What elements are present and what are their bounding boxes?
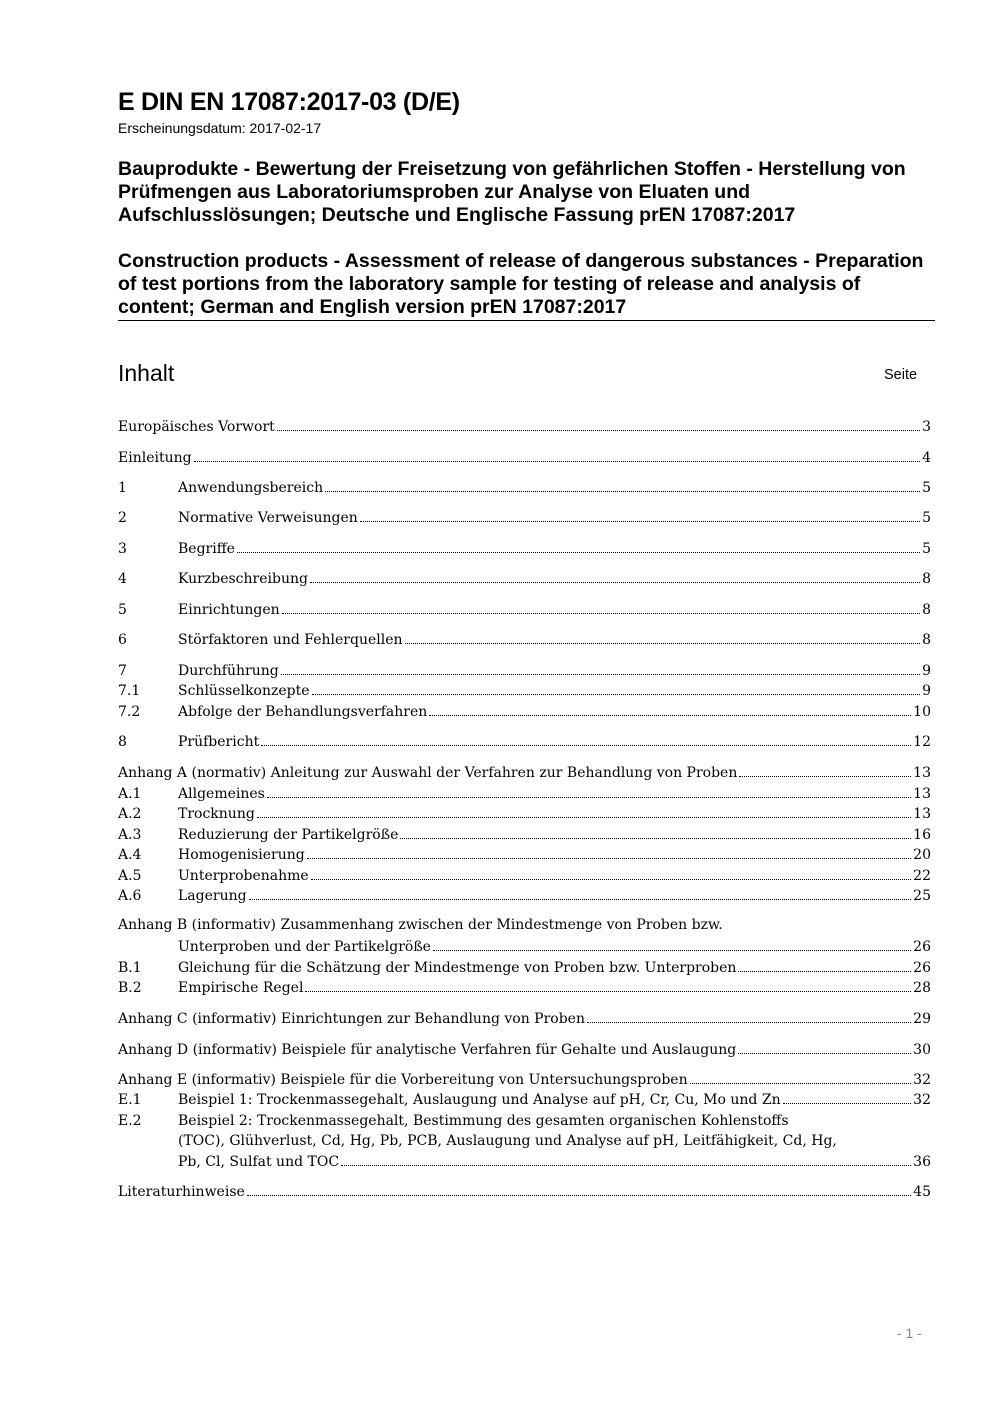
toc-entry-number: A.5 (118, 868, 142, 884)
toc-leader (194, 461, 921, 462)
document-id: E DIN EN 17087:2017-03 (D/E) (118, 88, 460, 116)
toc-leader (237, 552, 920, 553)
toc-leader (433, 950, 911, 951)
toc-page-label: Seite (884, 367, 918, 383)
toc-leader (257, 817, 911, 818)
toc-entry-page: 26 (913, 960, 931, 976)
toc-entry-number: 8 (118, 734, 127, 750)
toc-entry-page: 5 (922, 541, 931, 557)
toc-entry-number: 1 (118, 480, 127, 496)
toc-entry-page: 3 (922, 419, 931, 435)
toc-entry[interactable] (118, 1152, 931, 1170)
toc-entry-number: 3 (118, 541, 127, 557)
toc-entry[interactable] (118, 866, 931, 884)
toc-entry-number: A.3 (118, 827, 142, 843)
toc-entry[interactable] (118, 1040, 931, 1058)
toc-entry-page: 30 (913, 1042, 931, 1058)
toc-entry-page: 32 (913, 1072, 931, 1088)
toc-entry[interactable] (118, 681, 931, 699)
toc-leader (429, 715, 911, 716)
toc-leader (311, 879, 911, 880)
toc-entry-text: Kurzbeschreibung (178, 571, 308, 587)
toc-entry[interactable] (118, 845, 931, 863)
publication-date: Erscheinungsdatum: 2017-02-17 (118, 120, 322, 136)
toc-leader (739, 776, 911, 777)
toc-entry[interactable] (118, 804, 931, 822)
toc-entry-text: Normative Verweisungen (178, 510, 358, 526)
toc-entry-page: 12 (913, 734, 931, 750)
toc-entry-text: Schlüsselkonzepte (178, 683, 310, 699)
toc-leader (310, 582, 920, 583)
toc-entry-page: 32 (913, 1092, 931, 1108)
toc-entry-number: B.1 (118, 960, 142, 976)
toc-entry-text: Homogenisierung (178, 847, 305, 863)
toc-leader (247, 1195, 911, 1196)
toc-entry-page: 10 (913, 704, 931, 720)
toc-leader (587, 1022, 911, 1023)
toc-entry-number: 7.2 (118, 704, 141, 720)
toc-leader (690, 1083, 912, 1084)
toc-entry-text: Allgemeines (178, 786, 265, 802)
toc-entry-text: Gleichung für die Schätzung der Mindestmenge von Proben bzw. Unterproben (178, 960, 737, 976)
toc-entry-page: 36 (913, 1154, 931, 1170)
toc-entry[interactable] (118, 937, 931, 955)
toc-entry[interactable] (118, 978, 931, 996)
toc-entry-number: A.1 (118, 786, 142, 802)
toc-entry-text: Europäisches Vorwort (118, 419, 275, 435)
toc-entry-page: 26 (913, 939, 931, 955)
toc-leader (281, 674, 920, 675)
toc-entry-text: Abfolge der Behandlungsverfahren (178, 704, 428, 720)
toc-leader (360, 521, 920, 522)
toc-entry-text: Einleitung (118, 450, 192, 466)
toc-entry-page: 9 (922, 683, 931, 699)
toc-entry-text: Empirische Regel (178, 980, 304, 996)
toc-entry[interactable] (118, 539, 931, 557)
toc-entry[interactable] (118, 569, 931, 587)
toc-leader (277, 430, 920, 431)
toc-leader (249, 899, 912, 900)
toc-entry-page: 5 (922, 510, 931, 526)
toc-entry-page: 13 (913, 765, 931, 781)
toc-entry[interactable] (118, 508, 931, 526)
toc-leader (325, 491, 920, 492)
toc-entry-text: Anhang D (informativ) Beispiele für analytische Verfahren für Gehalte und Auslaugung (118, 1042, 737, 1058)
toc-entry-text: Trocknung (178, 806, 255, 822)
toc-leader (282, 613, 920, 614)
toc-leader (405, 643, 921, 644)
toc-entry[interactable] (118, 732, 931, 750)
toc-entry-page: 8 (922, 632, 931, 648)
toc-entry-page: 4 (922, 450, 931, 466)
title-english: Construction products - Assessment of release of dangerous substances - Preparation of test portions from the laboratory sample for testing of release and analysis of content; German and English version prEN 17087:2017 (118, 250, 924, 318)
toc-leader (738, 971, 911, 972)
toc-leader (305, 991, 911, 992)
toc-entry-page: 8 (922, 571, 931, 587)
toc-leader (261, 745, 911, 746)
toc-entry[interactable] (118, 825, 931, 843)
toc-entry[interactable] (118, 1090, 931, 1108)
toc-leader (400, 838, 911, 839)
toc-entry-text: Prüfbericht (178, 734, 260, 750)
toc-leader (341, 1165, 911, 1166)
toc-entry-text: Beispiel 1: Trockenmassegehalt, Auslaugung und Analyse auf pH, Cr, Cu, Mo und Zn (178, 1092, 781, 1108)
toc-entry[interactable] (118, 702, 931, 720)
page-number: - 1 - (897, 1325, 922, 1341)
toc-entry-page: 45 (913, 1184, 931, 1200)
toc-entry-number: 7.1 (118, 683, 141, 699)
toc-entry-page: 8 (922, 602, 931, 618)
toc-entry-number: 2 (118, 510, 127, 526)
toc-entry[interactable] (118, 784, 931, 802)
toc-leader (312, 694, 921, 695)
toc-entry-text: Unterproben und der Partikelgröße (178, 939, 431, 955)
toc-entry-number: 7 (118, 663, 127, 679)
toc-entry-page: 25 (913, 888, 931, 904)
toc-entry-text: Beispiel 2: Trockenmassegehalt, Bestimmung des gesamten organischen Kohlenstoffs (178, 1113, 789, 1129)
toc-entry[interactable] (118, 661, 931, 679)
toc-entry[interactable] (118, 763, 931, 781)
toc-entry[interactable] (118, 1182, 931, 1200)
toc-entry-number: 6 (118, 632, 127, 648)
toc-entry-text: Lagerung (178, 888, 247, 904)
toc-entry-page: 16 (913, 827, 931, 843)
toc-entry[interactable] (118, 600, 931, 618)
toc-entry-number: E.1 (118, 1092, 142, 1108)
toc-entry-number: 5 (118, 602, 127, 618)
toc-entry-page: 13 (913, 806, 931, 822)
toc-entry-text: Begriffe (178, 541, 235, 557)
toc-entry-number: 4 (118, 571, 127, 587)
toc-leader (738, 1053, 911, 1054)
toc-entry-number: A.2 (118, 806, 142, 822)
toc-entry-page: 29 (913, 1011, 931, 1027)
toc-entry[interactable] (118, 886, 931, 904)
table-of-contents (118, 0, 931, 1403)
toc-entry-page: 22 (913, 868, 931, 884)
toc-leader (267, 797, 911, 798)
toc-entry-text: Literaturhinweise (118, 1184, 245, 1200)
toc-entry-page: 13 (913, 786, 931, 802)
toc-entry-page: 20 (913, 847, 931, 863)
toc-entry-text: Reduzierung der Partikelgröße (178, 827, 399, 843)
toc-entry-text: Unterprobenahme (178, 868, 309, 884)
toc-entry-text: Anhang A (normativ) Anleitung zur Auswahl der Verfahren zur Behandlung von Proben (118, 765, 738, 781)
toc-entry[interactable] (118, 630, 931, 648)
toc-entry[interactable] (118, 1131, 931, 1149)
toc-entry[interactable] (118, 478, 931, 496)
toc-entry-text: Anwendungsbereich (178, 480, 324, 496)
toc-entry[interactable] (118, 1111, 931, 1129)
toc-entry-text: Durchführung (178, 663, 279, 679)
toc-entry[interactable] (118, 1009, 931, 1027)
toc-leader (307, 858, 911, 859)
toc-entry[interactable] (118, 417, 931, 435)
title-german: Bauprodukte - Bewertung der Freisetzung von gefährlichen Stoffen - Herstellung von Prüfmengen aus Laboratoriumsproben zur Analyse von Eluaten und Aufschlusslösungen; Deutsche und Englische Fassung prEN 17087:2017 (118, 158, 906, 226)
toc-entry-number: E.2 (118, 1113, 142, 1129)
toc-entry-text: Anhang E (informativ) Beispiele für die Vorbereitung von Untersuchungsproben (118, 1072, 688, 1088)
toc-entry-text[interactable]: Anhang B (informativ) Zusammenhang zwischen der Mindestmenge von Proben bzw. (118, 917, 723, 933)
toc-entry-page: 5 (922, 480, 931, 496)
toc-entry-page: 28 (913, 980, 931, 996)
toc-entry-number: B.2 (118, 980, 142, 996)
toc-entry-text: Anhang C (informativ) Einrichtungen zur Behandlung von Proben (118, 1011, 585, 1027)
toc-entry[interactable] (118, 958, 931, 976)
toc-heading: Inhalt (118, 360, 175, 386)
toc-entry[interactable] (118, 448, 931, 466)
toc-entry[interactable] (118, 1070, 931, 1088)
toc-entry-text: (TOC), Glühverlust, Cd, Hg, Pb, PCB, Auslaugung und Analyse auf pH, Leitfähigkeit, Cd, Hg, (178, 1133, 837, 1149)
toc-entry-number: A.4 (118, 847, 142, 863)
toc-leader (783, 1103, 912, 1104)
toc-entry-text: Störfaktoren und Fehlerquellen (178, 632, 403, 648)
toc-entry-text: Pb, Cl, Sulfat und TOC (178, 1154, 340, 1170)
toc-entry-number: A.6 (118, 888, 142, 904)
toc-entry-text: Einrichtungen (178, 602, 280, 618)
toc-entry-page: 9 (922, 663, 931, 679)
